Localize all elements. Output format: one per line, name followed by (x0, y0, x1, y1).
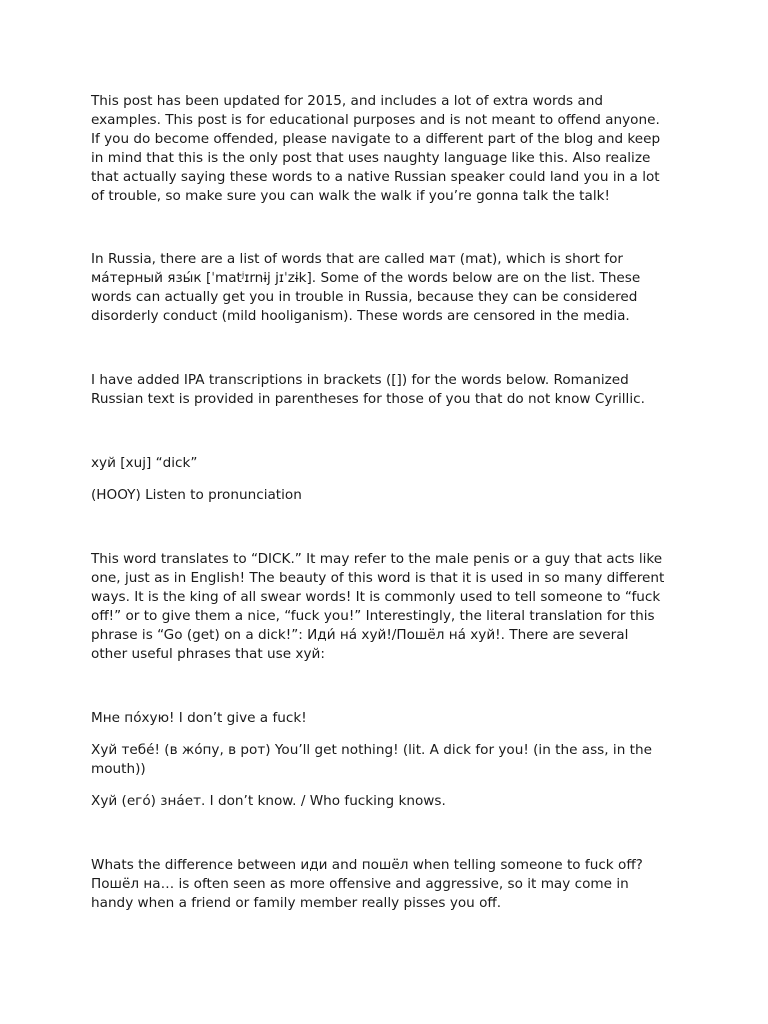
text-line: Russian text is provided in parentheses for those of you that do not know Cyrillic. (91, 391, 645, 407)
text-line: I have added IPA transcriptions in brackets ([]) for the words below. Romanized (91, 372, 629, 388)
text-line: other useful phrases that use хуй: (91, 646, 325, 662)
text-line: Пошёл на… is often seen as more offensive and aggressive, so it may come in (91, 876, 629, 892)
text-line: Мне по́хую! I don’t give a fuck! (91, 710, 307, 726)
phrase-example (91, 741, 681, 779)
text-line: one, just as in English! The beauty of this word is that it is used in so many different (91, 570, 665, 586)
text-line: off!” or to give them a nice, “fuck you!” Interestingly, the literal translation for this (91, 608, 655, 624)
intro-paragraph (91, 92, 681, 206)
text-line: If you do become offended, please navigate to a different part of the blog and keep (91, 131, 661, 147)
text-line: This word translates to “DICK.” It may refer to the male penis or a guy that acts like (91, 551, 663, 567)
ipa-note-paragraph (91, 371, 681, 409)
definition-paragraph (91, 550, 681, 664)
text-line: хуй [xuj] “dick” (91, 455, 198, 471)
text-line: ways. It is the king of all swear words! It is commonly used to tell someone to “fuck (91, 589, 661, 605)
text-line: disorderly conduct (mild hooliganism). These words are censored in the media. (91, 308, 630, 324)
difference-paragraph (91, 856, 681, 913)
text-line: (HOOY) Listen to pronunciation (91, 487, 302, 503)
text-line: of trouble, so make sure you can walk the walk if you’re gonna talk the talk! (91, 188, 610, 204)
text-line: ма́терный язы́к [ˈmatʲɪrnɨj jɪˈzɨk]. Some of the words below are on the list. These (91, 270, 641, 286)
text-line: Хуй (его́) зна́ет. I don’t know. / Who fucking knows. (91, 793, 446, 809)
text-line: that actually saying these words to a native Russian speaker could land you in a lot (91, 169, 660, 185)
text-line: Whats the difference between иди and пошёл when telling someone to fuck off? (91, 857, 643, 873)
text-line: mouth)) (91, 761, 146, 777)
text-line: This post has been updated for 2015, and includes a lot of extra words and (91, 93, 604, 109)
text-line: phrase is “Go (get) on a dick!”: Иди́ на́ хуй!/Пошёл на́ хуй!. There are several (91, 627, 629, 643)
mat-paragraph (91, 250, 681, 326)
text-line: In Russia, there are a list of words that are called мат (mat), which is short for (91, 251, 624, 267)
text-line: examples. This post is for educational purposes and is not meant to offend anyone. (91, 112, 660, 128)
text-line: words can actually get you in trouble in Russia, because they can be considered (91, 289, 638, 305)
text-line: Хуй тебе́! (в жо́пу, в рот) You’ll get nothing! (lit. A dick for you! (in the ass, in the (91, 742, 652, 758)
word-heading (91, 454, 681, 473)
text-line: in mind that this is the only post that uses naughty language like this. Also realize (91, 150, 651, 166)
text-line: handy when a friend or family member really pisses you off. (91, 895, 502, 911)
phrase-example (91, 792, 681, 811)
phrase-example (91, 709, 681, 728)
pronunciation-line (91, 486, 681, 505)
